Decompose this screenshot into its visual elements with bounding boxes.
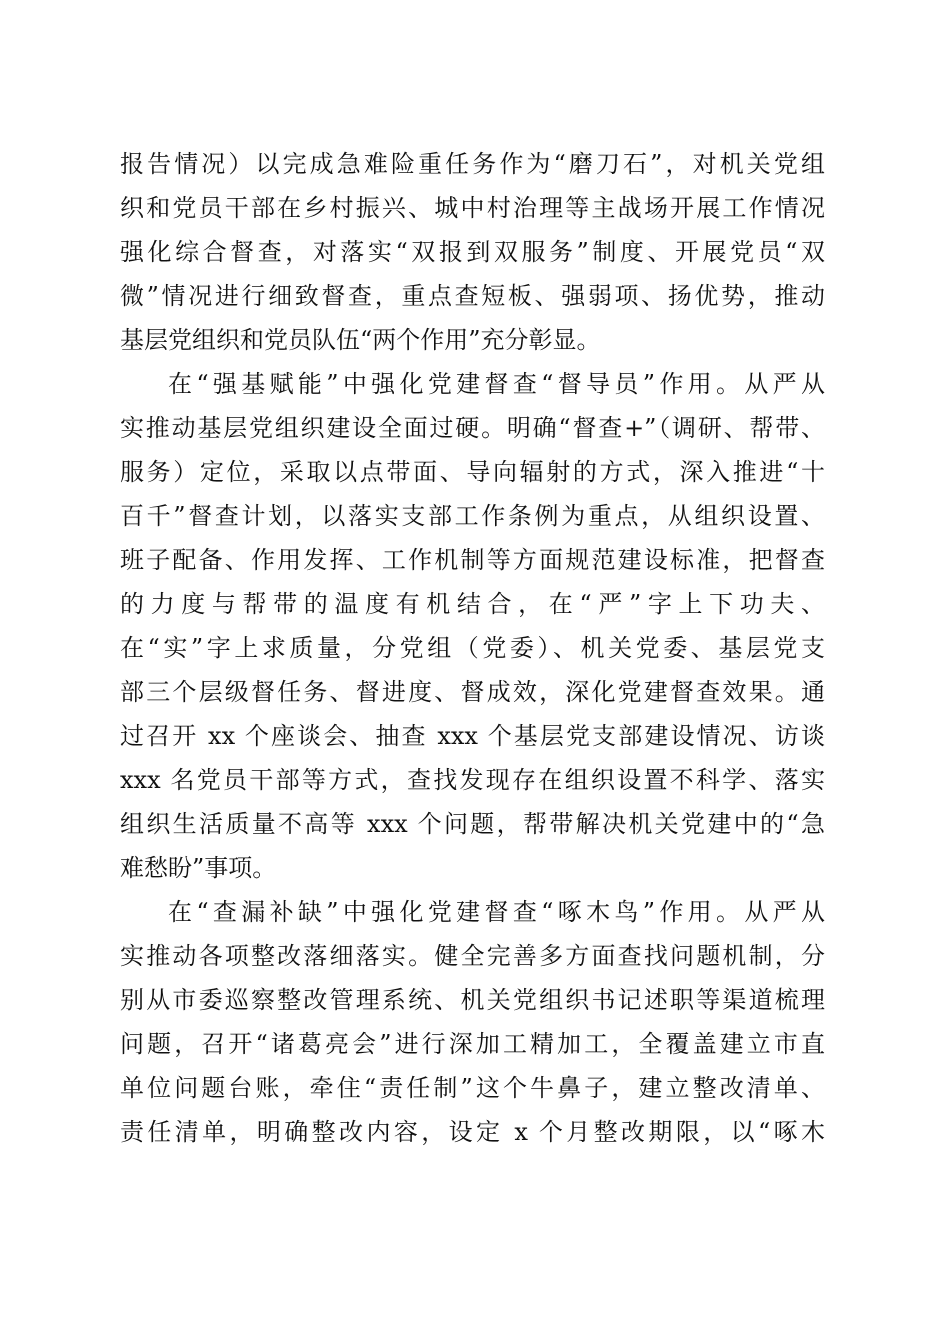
text-line: 单位问题台账，牵住“责任制”这个牛鼻子，建立整改清单、 [120, 1074, 825, 1102]
text-line: 实推动基层党组织建设全面过硬。明确“督查+”（调研、帮带、 [120, 414, 825, 442]
text-line: 报告情况）以完成急难险重任务作为“磨刀石”，对机关党组 [120, 150, 825, 178]
text-line: 百千”督查计划，以落实支部工作条例为重点，从组织设置、 [120, 502, 825, 530]
text-line: 强化综合督查，对落实“双报到双服务”制度、开展党员“双 [120, 238, 825, 266]
text-line: 微”情况进行细致督查，重点查短板、强弱项、扬优势，推动 [120, 282, 825, 310]
text-line: 在“查漏补缺”中强化党建督查“啄木鸟”作用。从严从 [168, 898, 825, 926]
text-line: xxx 名党员干部等方式，查找发现存在组织设置不科学、落实 [120, 766, 825, 794]
text-line: 实推动各项整改落细落实。健全完善多方面查找问题机制，分 [120, 942, 825, 970]
text-line: 过召开 xx 个座谈会、抽查 xxx 个基层党支部建设情况、访谈 [120, 722, 825, 750]
paragraph [120, 362, 825, 890]
text-line: 责任清单，明确整改内容，设定 x 个月整改期限，以“啄木 [120, 1118, 825, 1146]
text-line: 班子配备、作用发挥、工作机制等方面规范建设标准，把督查 [120, 546, 825, 574]
document-body [120, 142, 825, 1154]
text-line: 基层党组织和党员队伍“两个作用”充分彰显。 [120, 326, 601, 354]
text-line: 织和党员干部在乡村振兴、城中村治理等主战场开展工作情况 [120, 194, 825, 222]
text-line: 难愁盼”事项。 [120, 854, 277, 882]
text-line: 问题，召开“诸葛亮会”进行深加工精加工，全覆盖建立市直 [120, 1030, 825, 1058]
text-line: 组织生活质量不高等 xxx 个问题，帮带解决机关党建中的“急 [120, 810, 825, 838]
text-line: 在“强基赋能”中强化党建督查“督导员”作用。从严从 [168, 370, 825, 398]
text-line: 部三个层级督任务、督进度、督成效，深化党建督查效果。通 [120, 678, 825, 706]
paragraph [120, 890, 825, 1154]
text-line: 服务）定位，采取以点带面、导向辐射的方式，深入推进“十 [120, 458, 825, 486]
text-line: 在“实”字上求质量，分党组（党委）、机关党委、基层党支 [120, 634, 825, 662]
text-line: 的力度与帮带的温度有机结合，在“严”字上下功夫、 [120, 590, 825, 618]
text-line: 别从市委巡察整改管理系统、机关党组织书记述职等渠道梳理 [120, 986, 825, 1014]
paragraph [120, 142, 825, 362]
